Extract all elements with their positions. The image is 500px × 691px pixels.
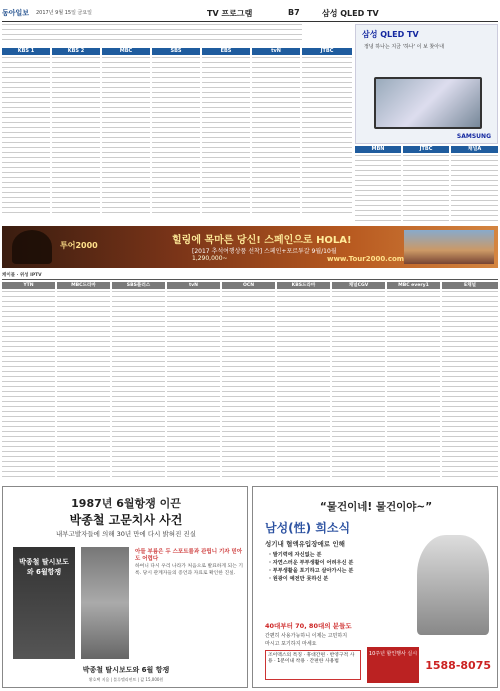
program-list — [451, 155, 498, 221]
program-list — [355, 155, 401, 221]
section-title: TV 프로그램 — [207, 9, 253, 18]
channel-header: MBC every1 — [387, 282, 440, 289]
list-item: · 부부생활을 포기하고 살아가시는 분 — [269, 568, 354, 574]
book-ad — [2, 486, 248, 688]
discount-badge: 10주년 할인행사 실시 — [367, 647, 419, 683]
channel-header: SBS플러스 — [112, 282, 165, 289]
schedule-column — [387, 282, 440, 482]
schedule-column — [277, 282, 330, 482]
issue-date: 2017년 9월 15일 금요일 — [36, 10, 93, 16]
channel-header: tvN — [167, 282, 220, 289]
flamenco-dancer-image — [12, 230, 52, 264]
channel-header: SBS — [152, 48, 200, 55]
channel-header: KBS 2 — [52, 48, 100, 55]
cable-schedule — [2, 282, 498, 482]
program-list — [387, 291, 440, 477]
program-list — [112, 291, 165, 477]
channel-header: KBS드라마 — [277, 282, 330, 289]
book-cover-title: 박종철 탈시보도와 6월항쟁 — [19, 558, 69, 576]
schedule-column — [442, 282, 498, 482]
book-headline-1: 1987년 6월항쟁 이끈 — [71, 497, 181, 510]
channel-header: JTBC — [403, 146, 449, 153]
schedule-column — [102, 48, 150, 224]
health-cta-3: 마시고 포기하지 마세요 — [265, 641, 317, 647]
schedule-column — [2, 282, 55, 482]
schedule-column — [202, 48, 250, 224]
book-headline-2: 박종철 고문치사 사건 — [69, 513, 183, 527]
list-item: · 자연스러운 부부생활이 어려우신 분 — [269, 560, 354, 566]
schedule-column — [2, 48, 50, 224]
samsung-tv-ad — [355, 24, 498, 144]
book-blurb-text: 하여니 다시 우리 나라가 처음으로 발표하게 되는 기록. 당시 관계자들의 증언과 자료로 확인한 진실. — [135, 564, 243, 576]
channel-header: MBN — [355, 146, 401, 153]
ad-headline: 정녕 하나는 지금 '하나' 이 보 찾아내 — [364, 44, 444, 50]
side-schedule — [355, 146, 498, 224]
program-list — [102, 57, 150, 217]
page-header — [2, 8, 498, 22]
health-bullets — [269, 551, 353, 583]
travel-offer: [2017 추석여행상품 선착] 스페인+포르투갈 9월/10월 — [192, 248, 337, 255]
legend-text-lines — [2, 24, 302, 42]
program-list — [57, 291, 110, 477]
schedule-column — [302, 48, 352, 224]
list-item: · 원광이 예전만 못하신 분 — [269, 576, 329, 582]
program-legend — [2, 24, 302, 44]
samsung-logo: SAMSUNG — [456, 133, 491, 140]
program-list — [252, 57, 300, 217]
book-photo — [81, 547, 129, 659]
travel-url: www.Tour2000.com — [327, 255, 405, 263]
program-list — [152, 57, 200, 217]
header-ad-brand: 삼성 QLED TV — [322, 9, 379, 18]
program-list — [302, 57, 352, 217]
program-list — [332, 291, 385, 477]
travel-brand: 투어2000 — [60, 241, 98, 250]
schedule-column — [403, 146, 449, 224]
channel-header: JTBC — [302, 48, 352, 55]
cable-header — [2, 272, 498, 280]
program-list — [277, 291, 330, 477]
book-title: 박종철 탈시보도와 6월 항쟁 — [82, 666, 170, 674]
channel-header: EBS — [202, 48, 250, 55]
book-subheadline: 내부고발자들에 의해 30년 만에 다시 밝혀진 진실 — [56, 530, 196, 538]
book-publisher: 황호택 지음 | 블루엘리펀트 | 값 15,000원 — [88, 677, 164, 682]
book-blurb-highlight: 아들 부름은 두 스포트를과 관립니 기자 믿아도 어렵다 — [135, 549, 243, 562]
city-photo — [404, 230, 494, 264]
travel-price: 1,290,000~ — [192, 255, 228, 262]
cable-title: 케이블 · 위성 IPTV — [2, 273, 42, 278]
channel-header: KBS 1 — [2, 48, 50, 55]
program-list — [403, 155, 449, 221]
health-title: 남성(性) 희소식 — [265, 521, 351, 535]
schedule-column — [332, 282, 385, 482]
channel-header: MBC드라마 — [57, 282, 110, 289]
travel-headline: 힐링에 목마른 당신! 스페인으로 HOLA! — [172, 235, 352, 246]
travel-banner-ad — [2, 226, 498, 268]
book-blurb — [135, 549, 243, 577]
page-number: B7 — [288, 8, 300, 17]
broadcast-schedule — [2, 48, 352, 224]
channel-header: E채널 — [442, 282, 498, 289]
book-cover — [13, 547, 75, 659]
schedule-column — [451, 146, 498, 224]
program-list — [442, 291, 498, 477]
program-list — [2, 57, 50, 217]
schedule-column — [112, 282, 165, 482]
channel-header: 채널A — [451, 146, 498, 153]
channel-header: YTN — [2, 282, 55, 289]
health-cta-2: 간편히 사용가능하니 이제는 고민하지 — [265, 633, 348, 639]
channel-header: OCN — [222, 282, 275, 289]
schedule-column — [152, 48, 200, 224]
paper-name: 동아일보 — [2, 9, 30, 17]
schedule-column — [222, 282, 275, 482]
program-list — [2, 291, 55, 477]
health-cta-1: 40대부터 70, 80대의 분들도 — [265, 622, 352, 630]
schedule-column — [167, 282, 220, 482]
product-features: 조이맥스의 특징 · 휴대간편 · 반영구적 사용 · 1분이내 착용 · 간편한 사용법 — [265, 650, 361, 680]
program-list — [202, 57, 250, 217]
schedule-column — [355, 146, 401, 224]
program-list — [222, 291, 275, 477]
schedule-column — [52, 48, 100, 224]
program-list — [52, 57, 100, 217]
schedule-column — [57, 282, 110, 482]
tv-image — [374, 77, 482, 129]
man-photo — [417, 535, 489, 635]
ad-brand: 삼성 QLED TV — [362, 30, 419, 39]
health-subtitle: 성기내 혈액유입장애로 인해 — [265, 540, 345, 548]
program-list — [167, 291, 220, 477]
health-ad — [252, 486, 498, 688]
health-quote: “물건이네! 물건이야~” — [319, 501, 433, 513]
channel-header: MBC — [102, 48, 150, 55]
phone-number: 1588-8075 — [425, 659, 491, 672]
list-item: · 발기력에 자신없는 분 — [269, 552, 322, 558]
schedule-column — [252, 48, 300, 224]
channel-header: 채널CGV — [332, 282, 385, 289]
channel-header: tvN — [252, 48, 300, 55]
